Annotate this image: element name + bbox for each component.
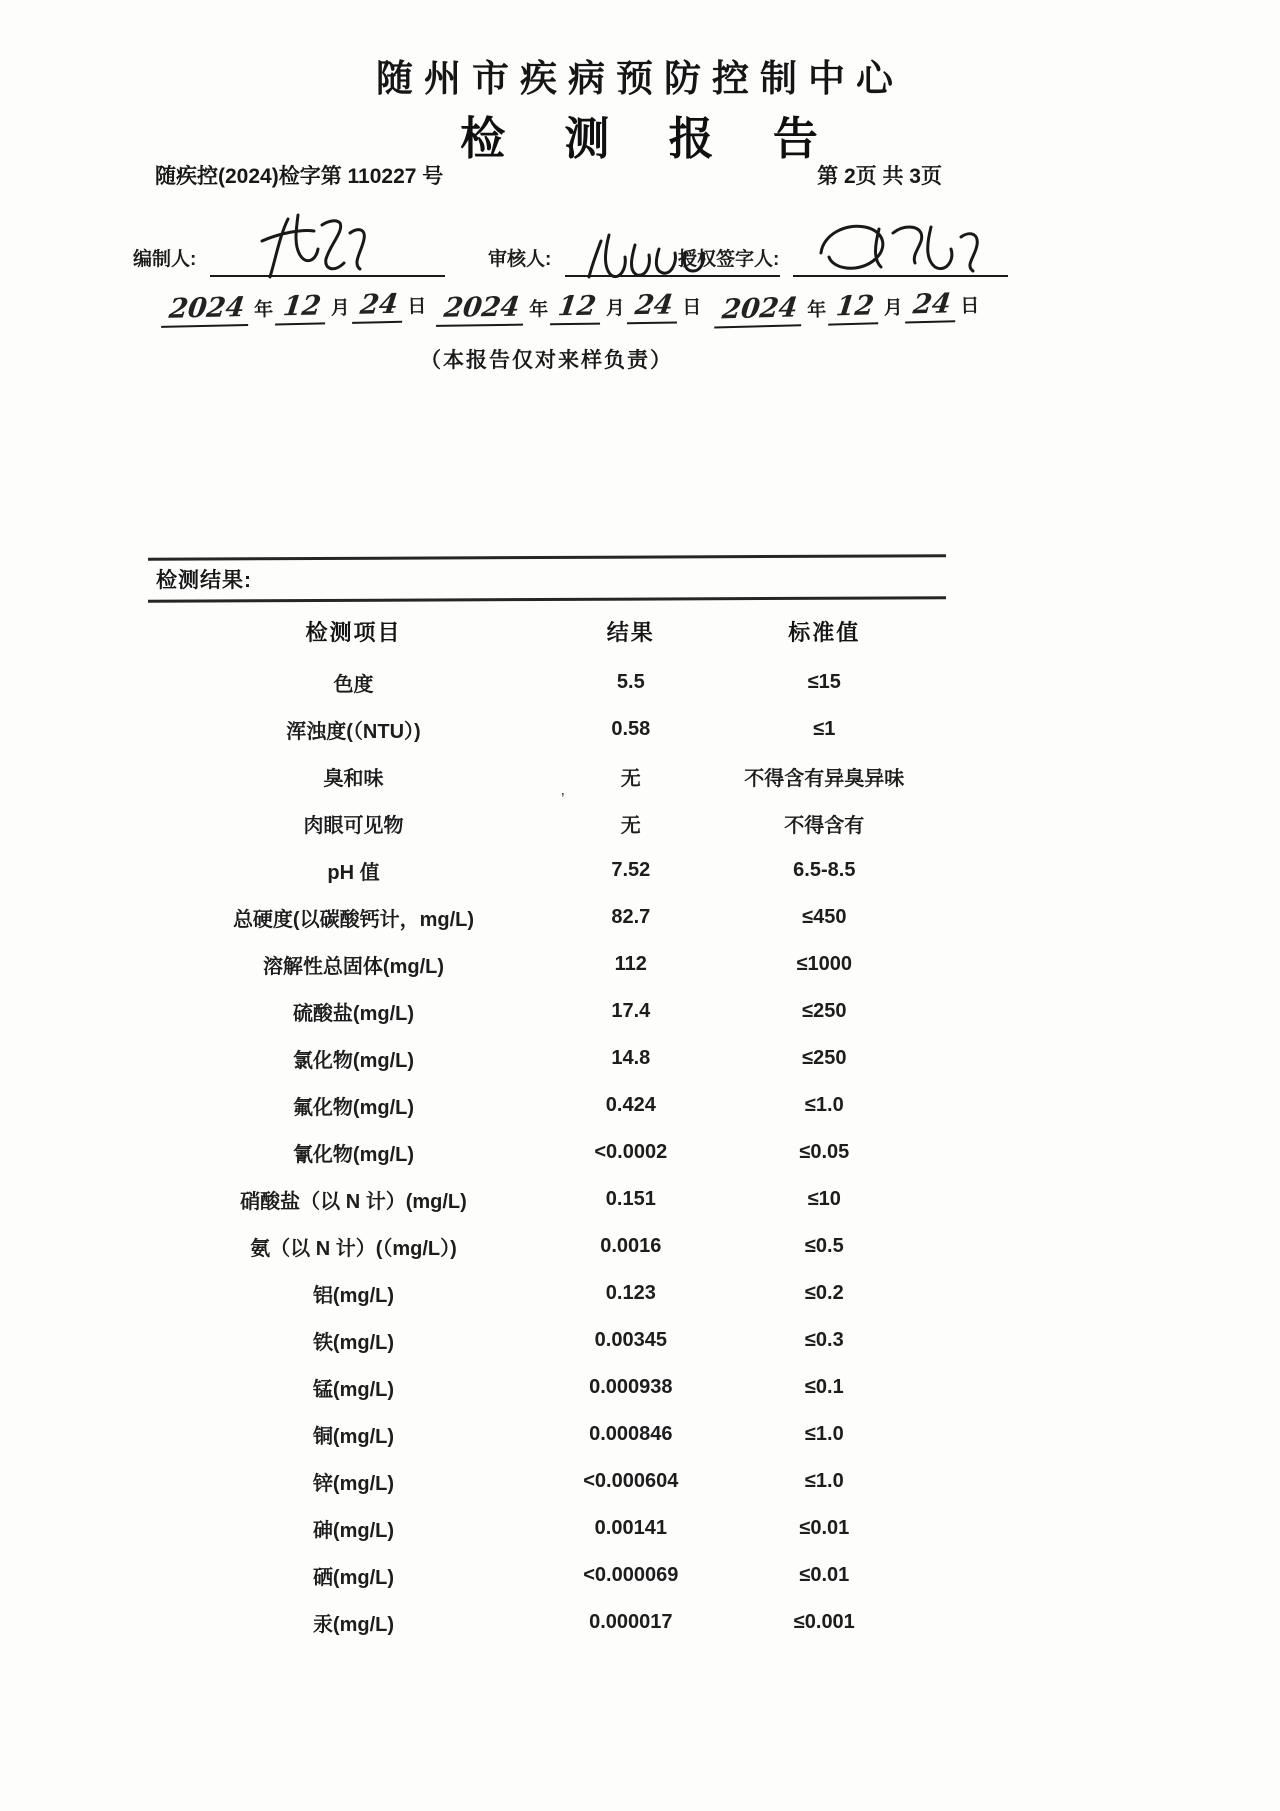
reviewer-date-day: 24 xyxy=(627,290,681,323)
column-header-item: 检测项目 xyxy=(305,620,402,645)
cell-result: <0.000604 xyxy=(583,1470,679,1492)
document-info-row xyxy=(155,160,942,190)
cell-item: 氟化物(mg/L) xyxy=(292,1097,415,1119)
cell-item: 铝(mg/L) xyxy=(312,1285,395,1307)
cell-item: 溶解性总固体(mg/L) xyxy=(262,956,445,978)
table-row xyxy=(148,1082,946,1129)
reviewer-label: 审核人: xyxy=(488,249,552,270)
authorizer-date xyxy=(716,289,984,329)
cell-item: 氰化物(mg/L) xyxy=(292,1144,415,1166)
table-row xyxy=(148,1552,946,1599)
cell-result: 0.000017 xyxy=(589,1611,673,1633)
results-table-header xyxy=(148,600,946,659)
reviewer-date xyxy=(438,290,706,326)
cell-standard: ≤0.1 xyxy=(804,1376,844,1398)
cell-result: 0.0016 xyxy=(600,1235,662,1257)
table-row xyxy=(148,941,946,988)
authorizer-signature-line xyxy=(793,217,1008,277)
table-row xyxy=(148,1364,946,1411)
column-header-result: 结果 xyxy=(606,620,655,645)
reviewer-date-month: 12 xyxy=(550,292,604,325)
cell-item: 浑浊度(（NTU）) xyxy=(286,721,421,743)
cell-item: 砷(mg/L) xyxy=(312,1520,395,1542)
reviewer-date-year: 2024 xyxy=(436,293,527,327)
cell-result: 无 xyxy=(620,768,641,790)
cell-item: 臭和味 xyxy=(323,768,384,790)
cell-result: 0.151 xyxy=(605,1188,656,1210)
preparer-label: 编制人: xyxy=(133,249,197,270)
cell-item: 肉眼可见物 xyxy=(303,815,404,837)
cell-standard: ≤0.2 xyxy=(804,1282,844,1304)
cell-item: 氨（以 N 计）(（mg/L）) xyxy=(250,1238,457,1260)
cell-result: 112 xyxy=(614,953,647,975)
cell-item: 硒(mg/L) xyxy=(312,1567,395,1589)
day-label: 日 xyxy=(407,296,427,318)
preparer-date xyxy=(163,289,431,327)
cell-result: 0.424 xyxy=(605,1094,656,1116)
cell-result: <0.0002 xyxy=(594,1141,668,1163)
table-row xyxy=(148,800,946,847)
preparer-date-month: 12 xyxy=(275,291,328,325)
table-row xyxy=(148,753,946,800)
cell-item: 硝酸盐（以 N 计）(mg/L) xyxy=(240,1191,467,1213)
cell-standard: ≤250 xyxy=(802,1000,847,1022)
preparer-signature-block xyxy=(133,217,445,277)
signature-row xyxy=(0,205,1280,295)
cell-result: <0.000069 xyxy=(583,1564,679,1586)
cell-standard: ≤0.3 xyxy=(804,1329,844,1351)
authorizer-date-day: 24 xyxy=(905,289,958,323)
month-label: 月 xyxy=(330,297,350,320)
cell-standard: ≤450 xyxy=(802,906,847,928)
organization-name: 随州市疾病预防控制中心 xyxy=(376,59,904,100)
table-row xyxy=(148,706,946,753)
preparer-date-year: 2024 xyxy=(161,293,252,328)
table-row xyxy=(148,1270,946,1317)
cell-standard: ≤0.05 xyxy=(799,1141,850,1163)
column-header-standard: 标准值 xyxy=(788,620,861,645)
cell-result: 无 xyxy=(620,815,641,837)
table-row xyxy=(148,1317,946,1364)
cell-item: 锌(mg/L) xyxy=(312,1473,395,1495)
cell-standard: ≤0.001 xyxy=(793,1611,855,1633)
table-row xyxy=(148,847,946,894)
scan-speck: ’ xyxy=(561,791,565,808)
cell-item: 色度 xyxy=(333,674,374,696)
year-label: 年 xyxy=(529,299,549,321)
sample-responsibility-note: （本报告仅对来样负责） xyxy=(420,349,673,372)
cell-item: 硫酸盐(mg/L) xyxy=(292,1003,415,1025)
cell-item: 锰(mg/L) xyxy=(312,1379,395,1401)
day-label: 日 xyxy=(960,295,980,318)
results-table xyxy=(148,600,946,1646)
preparer-signature-scribble xyxy=(210,211,440,283)
cell-standard: 6.5-8.5 xyxy=(793,859,856,881)
table-row xyxy=(148,1129,946,1176)
table-row xyxy=(148,1411,946,1458)
preparer-signature-line xyxy=(210,217,445,277)
cell-standard: ≤1 xyxy=(813,718,836,740)
table-row xyxy=(148,1599,946,1646)
cell-result: 7.52 xyxy=(611,859,651,881)
cell-item: 汞(mg/L) xyxy=(312,1614,395,1636)
year-label: 年 xyxy=(253,299,274,321)
cell-result: 0.123 xyxy=(605,1282,656,1304)
table-row xyxy=(148,1458,946,1505)
preparer-date-day: 24 xyxy=(352,290,405,324)
authorizer-date-year: 2024 xyxy=(714,293,805,328)
cell-standard: 不得含有 xyxy=(784,815,865,837)
cell-item: 总硬度(以碳酸钙计，mg/L) xyxy=(232,909,475,931)
results-section xyxy=(148,556,946,1646)
table-row xyxy=(148,659,946,706)
cell-standard: ≤1.0 xyxy=(804,1470,844,1492)
day-label: 日 xyxy=(682,297,702,319)
cell-standard: ≤0.01 xyxy=(799,1517,850,1539)
cell-result: 0.00141 xyxy=(594,1517,667,1539)
authorizer-signature-scribble xyxy=(793,213,1003,283)
cell-item: 铁(mg/L) xyxy=(312,1332,395,1354)
cell-standard: 不得含有异臭异味 xyxy=(744,768,905,790)
results-table-body xyxy=(148,659,946,1646)
report-title: 检 测 报 告 xyxy=(460,114,842,164)
cell-result: 5.5 xyxy=(616,671,645,693)
table-row xyxy=(148,988,946,1035)
cell-item: 铜(mg/L) xyxy=(312,1426,395,1448)
page-indicator: 第 2页 共 3页 xyxy=(817,165,942,188)
cell-standard: ≤10 xyxy=(807,1188,841,1210)
cell-standard: ≤250 xyxy=(802,1047,847,1069)
authorizer-signature-block xyxy=(678,217,1008,277)
cell-result: 14.8 xyxy=(611,1047,651,1069)
cell-result: 82.7 xyxy=(611,906,651,928)
date-row xyxy=(0,288,1280,344)
table-row xyxy=(148,894,946,941)
table-row xyxy=(148,1035,946,1082)
table-row xyxy=(148,1505,946,1552)
results-section-title: 检测结果: xyxy=(156,568,252,592)
cell-standard: ≤1000 xyxy=(796,953,853,975)
cell-result: 17.4 xyxy=(611,1000,651,1022)
cell-result: 0.000938 xyxy=(589,1376,673,1398)
cell-result: 0.00345 xyxy=(594,1329,667,1351)
month-label: 月 xyxy=(605,298,625,320)
cell-item: pH 值 xyxy=(327,862,380,884)
year-label: 年 xyxy=(806,299,827,322)
authorizer-date-month: 12 xyxy=(828,291,881,325)
cell-standard: ≤1.0 xyxy=(804,1094,844,1116)
cell-standard: ≤0.5 xyxy=(804,1235,844,1257)
cell-result: 0.58 xyxy=(611,718,651,740)
month-label: 月 xyxy=(883,297,904,320)
table-row xyxy=(148,1223,946,1270)
cell-item: 氯化物(mg/L) xyxy=(292,1050,415,1072)
table-row xyxy=(148,1176,946,1223)
document-number: 随疾控(2024)检字第 110227 号 xyxy=(155,165,444,188)
cell-standard: ≤15 xyxy=(807,671,841,693)
authorizer-label: 授权签字人: xyxy=(678,249,780,270)
cell-standard: ≤1.0 xyxy=(804,1423,844,1445)
cell-standard: ≤0.01 xyxy=(799,1564,850,1586)
cell-result: 0.000846 xyxy=(589,1423,673,1445)
